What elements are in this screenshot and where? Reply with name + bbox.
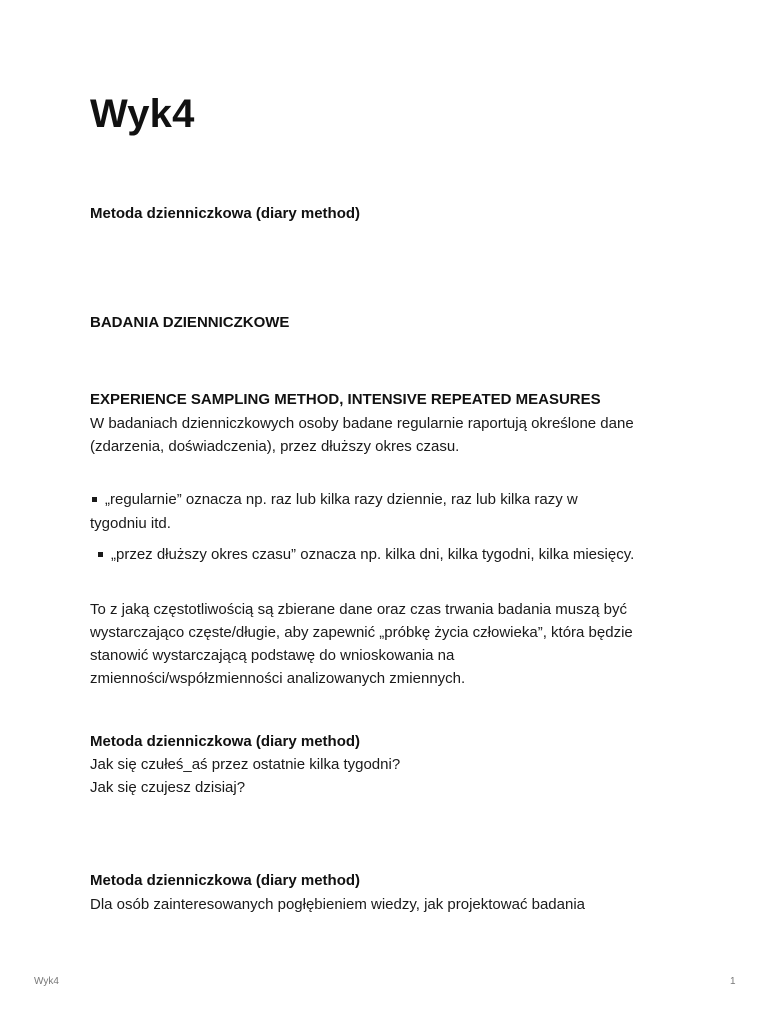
paragraph-line: zmienności/współzmienności analizowanych zmiennych. (90, 670, 466, 687)
body-text-line: Jak się czujesz dzisiaj? (90, 779, 246, 796)
bullet-text: „przez dłuższy okres czasu” oznacza np. kilka dni, kilka tygodni, kilka miesięcy. (111, 546, 635, 563)
paragraph-line: wystarczająco częste/długie, aby zapewnić „próbkę życia człowieka”, która będzie (90, 624, 633, 641)
paragraph-line: To z jaką częstotliwością są zbierane dane oraz czas trwania badania muszą być (90, 601, 627, 618)
page-title: Wyk4 (90, 92, 195, 136)
body-text-line: (zdarzenia, doświadczenia), przez dłuższy okres czasu. (90, 438, 460, 455)
bullet-icon (92, 497, 97, 502)
body-text-line: Jak się czułeś_aś przez ostatnie kilka tygodni? (90, 756, 401, 773)
bullet-text: „regularnie” oznacza np. raz lub kilka razy dziennie, raz lub kilka razy w (105, 491, 578, 508)
section-heading-badania: BADANIA DZIENNICZKOWE (90, 314, 290, 331)
footer-title: Wyk4 (34, 976, 59, 987)
section-heading-diary-method: Metoda dzienniczkowa (diary method) (90, 733, 361, 750)
bullet-item-okres (96, 543, 696, 567)
section-heading-diary-method: Metoda dzienniczkowa (diary method) (90, 205, 361, 222)
page-number: 1 (730, 976, 736, 987)
body-text-line: Dla osób zainteresowanych pogłębieniem wiedzy, jak projektować badania (90, 896, 586, 913)
bullet-item-regularnie (90, 488, 690, 512)
section-heading-esm: EXPERIENCE SAMPLING METHOD, INTENSIVE REPEATED MEASURES (90, 391, 601, 408)
section-heading-diary-method: Metoda dzienniczkowa (diary method) (90, 872, 361, 889)
body-text-line: W badaniach dzienniczkowych osoby badane regularnie raportują określone dane (90, 415, 634, 432)
paragraph-line: stanowić wystarczającą podstawę do wnioskowania na (90, 647, 455, 664)
bullet-icon (98, 552, 103, 557)
bullet-text-continuation: tygodniu itd. (90, 515, 171, 532)
